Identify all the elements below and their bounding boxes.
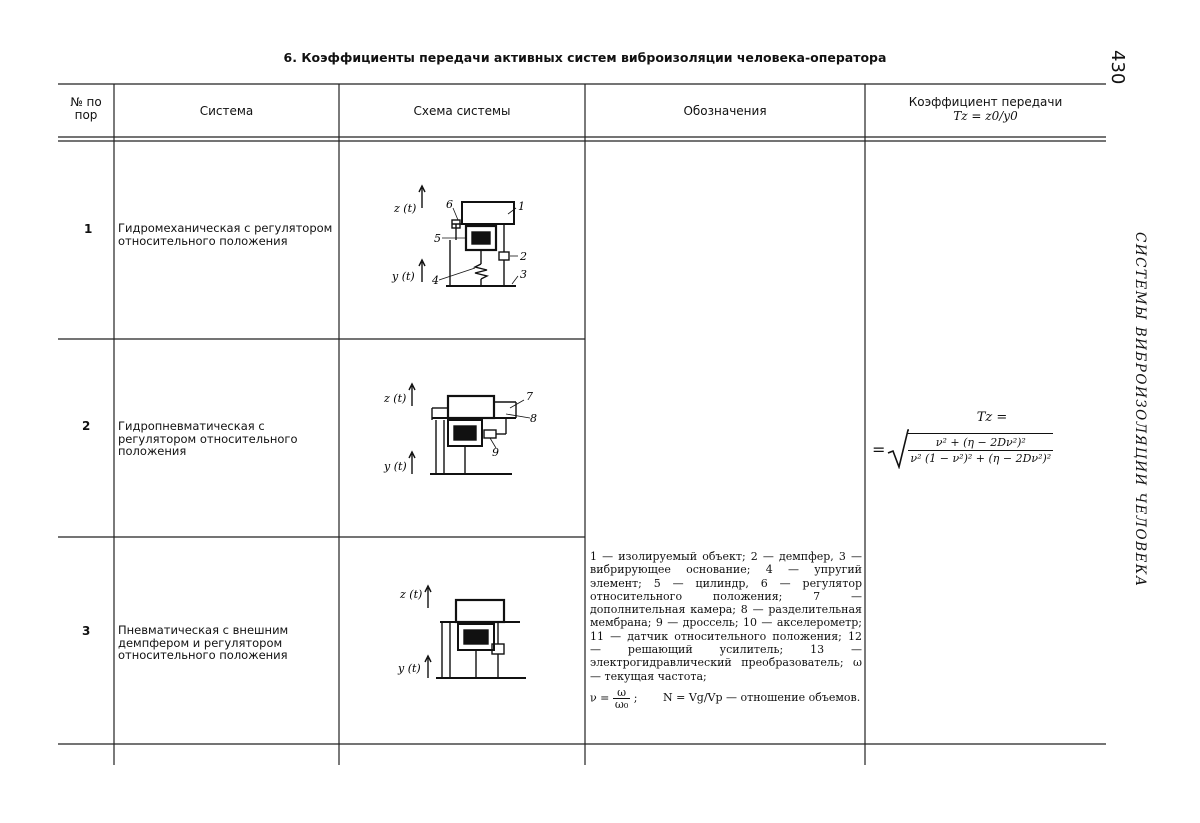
legend-n-definition: N = Vg/Vp — отношение объемов.	[663, 691, 861, 705]
running-head: СИСТЕМЫ ВИБРОИЗОЛЯЦИИ ЧЕЛОВЕКА	[1132, 232, 1148, 588]
legend-nu-numerator: ω	[613, 687, 630, 699]
scheme-3-label-z: z (t)	[400, 588, 423, 601]
row-2-system: Гидропневматическая с регулятором относительного положения	[118, 419, 298, 458]
legend-text: 1 — изолируемый объект; 2 — демпфер, 3 — вибрирующее основание; 4 — упругий элемент; 5 — цилиндр, 6 — регулятор относительного положения; 7 — дополнительная камера; 8 — разделительная мембрана; 9 — дроссель; 10 — акселерометр; 11 — датчик относительного положения; 12 — решающий усилитель; 13 — электрогидравлический преобразователь; ω — текущая частота;	[590, 550, 862, 683]
row-2-num: 2	[82, 419, 91, 433]
transfer-formula	[872, 410, 1112, 469]
row-3-system: Пневматическая с внешним демпфером и регулятором относительного положения	[118, 623, 289, 662]
legend-nu-sep: ;	[633, 691, 638, 705]
formula-lhs: Tz =	[976, 410, 1008, 425]
header-coef-formula: Tz = z0/y0	[953, 109, 1018, 123]
legend-nu-lhs: ν =	[590, 691, 610, 705]
notation-legend	[590, 550, 862, 710]
scheme-1-label-5: 5	[434, 232, 441, 245]
scheme-3-label-y: y (t)	[398, 662, 421, 675]
row-1-system: Гидромеханическая с регулятором относительного положения	[118, 221, 333, 248]
legend-nu-line	[590, 687, 862, 710]
formula-numerator: ν² + (η − 2Dν²)²	[908, 436, 1053, 451]
scheme-3-diagram	[380, 578, 550, 690]
scheme-1-diagram	[380, 180, 550, 300]
scheme-1-label-z: z (t)	[394, 202, 417, 215]
formula-eq: =	[872, 439, 886, 459]
page-number: 430	[1107, 50, 1128, 85]
scheme-2-label-9: 9	[492, 446, 499, 459]
formula-radicand	[908, 433, 1053, 465]
scheme-2-label-z: z (t)	[384, 392, 407, 405]
scheme-2-label-y: y (t)	[384, 460, 407, 473]
scheme-1-label-4: 4	[432, 274, 439, 287]
row-3-num: 3	[82, 624, 91, 638]
formula-body	[872, 429, 1112, 469]
header-coefficient	[867, 95, 1104, 123]
header-notation: Обозначения	[683, 104, 767, 118]
scheme-1-label-1: 1	[518, 200, 525, 213]
table-caption: 6. Коэффициенты передачи активных систем виброизоляции человека-оператора	[283, 50, 887, 65]
header-num: № по пор	[70, 95, 102, 122]
scheme-2-diagram	[380, 378, 550, 488]
scheme-1-label-2: 2	[520, 250, 527, 263]
row-1-num: 1	[84, 222, 93, 236]
scheme-1-label-y: y (t)	[392, 270, 415, 283]
scheme-1-label-6: 6	[446, 198, 453, 211]
header-scheme: Схема системы	[413, 104, 511, 118]
scheme-2-label-7: 7	[526, 390, 533, 403]
header-coef-title: Коэффициент передачи	[908, 95, 1063, 109]
scheme-2-label-8: 8	[530, 412, 537, 425]
header-system: Система	[199, 104, 254, 118]
legend-nu-denominator: ω₀	[614, 697, 629, 711]
legend-nu-fraction	[613, 687, 630, 710]
scheme-1-label-3: 3	[520, 268, 527, 281]
formula-denominator: ν² (1 − ν²)² + (η − 2Dν²)²	[910, 452, 1052, 465]
sqrt-icon	[887, 429, 909, 469]
